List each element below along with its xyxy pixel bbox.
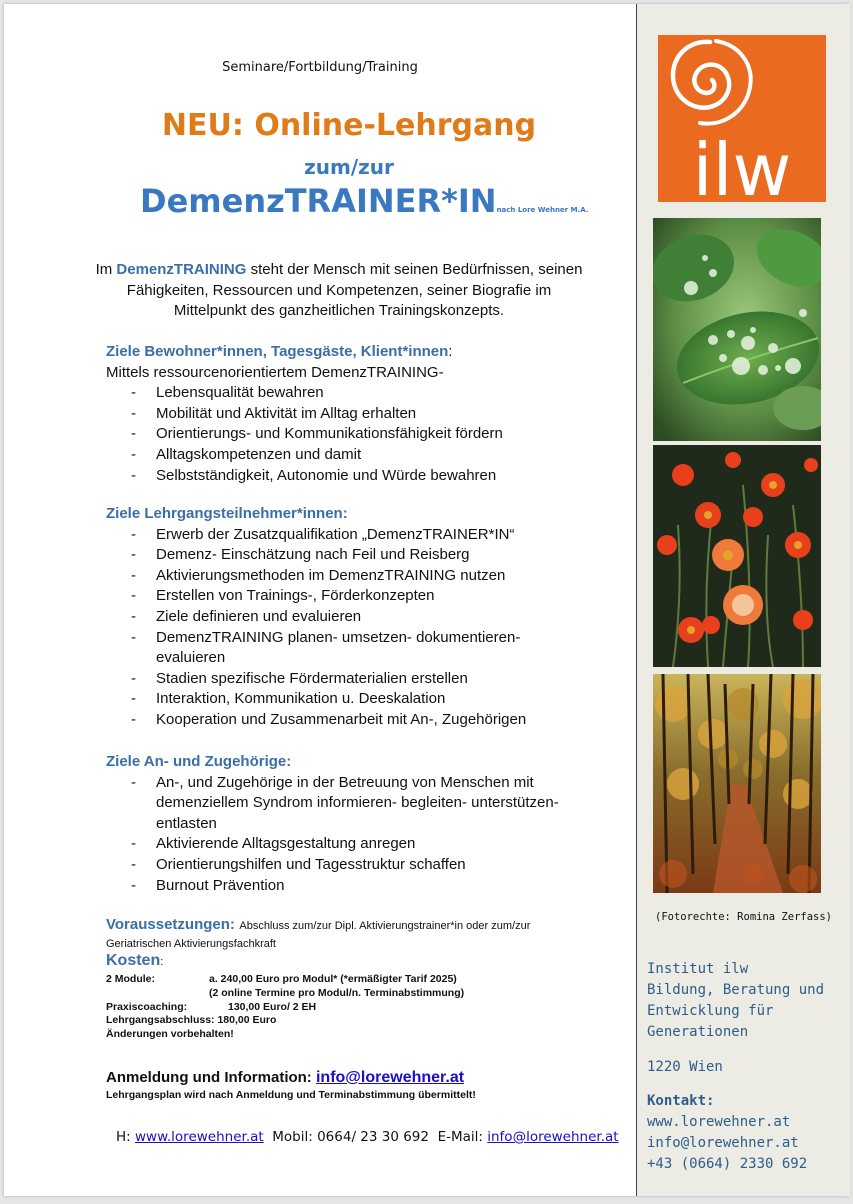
intro-part-1: Im [95,261,117,278]
list-item: - Stadien spezifische Fördermaterialien erstellen [106,669,546,690]
forest-photo [653,674,821,893]
list-item: - Burnout Prävention [106,876,576,897]
contact-heading: Kontakt: [647,1093,715,1109]
cost-row-modules [106,973,626,987]
section-heading: Ziele Bewohner*innen, Tagesgäste, Klient*innen [106,343,449,360]
title-line-2: zum/zur [304,155,394,179]
cost-value: 180,00 Euro [217,1014,277,1027]
relatives-goals-list [106,773,576,897]
institute-line: Bildung, Beratung und [647,982,825,998]
registration-note: Lehrgangsplan wird nach Anmeldung und Terminabstimmung übermittelt! [106,1089,476,1101]
list-item: - Ziele definieren und evaluieren [106,607,546,628]
list-item: - Kooperation und Zusammenarbeit mit An-, Zugehörigen [106,710,546,731]
list-item: - Mobilität und Aktivität im Alltag erhalten [106,404,626,425]
title-line-1: NEU: Online-Lehrgang [161,108,537,143]
list-item: - DemenzTRAINING planen- umsetzen- dokumentieren- evaluieren [106,628,546,669]
requirements [106,914,626,951]
section-relatives [106,752,626,896]
participants-goals-list [106,525,546,731]
institute-line: Institut ilw [647,961,749,977]
cost-value: a. 240,00 Euro pro Modul* (*ermäßigter Tarif 2025) [209,973,457,985]
requirements-text: Abschluss zum/zur Dipl. Aktivierungstrainer*in oder zum/zur [239,920,531,932]
title-main: DemenzTRAINER*IN [140,182,497,220]
registration-label: Anmeldung und Information: [106,1069,316,1086]
costs-colon: : [160,956,164,968]
list-item: - Orientierungs- und Kommunikationsfähigkeit fördern [106,424,626,445]
list-item: - Aktivierende Alltagsgestaltung anregen [106,834,576,855]
costs-heading: Kosten [106,952,161,969]
cost-row-modules-note [106,987,626,1001]
list-item: - Selbstständigkeit, Autonomie und Würde bewahren [106,466,626,487]
category-header: Seminare/Fortbildung/Training [222,60,418,75]
intro-highlight: DemenzTRAINING [116,261,247,278]
institute-line: Entwicklung für [647,1003,774,1019]
cost-label: 2 Module: [106,973,155,985]
list-item: - Erwerb der Zusatzqualifikation „DemenzTRAINER*IN“ [106,525,546,546]
contact-website[interactable]: www.lorewehner.at [647,1114,791,1130]
heading-colon: : [448,343,453,360]
logo-icon [658,35,826,202]
contact-phone: +43 (0664) 2330 692 [647,1156,808,1172]
institute-city: 1220 Wien [647,1059,723,1075]
registration [106,1067,626,1103]
section-participants [106,504,626,731]
cost-row-coaching [106,1001,626,1015]
footer-email-link[interactable]: info@lorewehner.at [487,1129,619,1145]
section-heading: Ziele An- und Zugehörige: [106,753,292,770]
residents-goals-list [106,383,626,486]
institute-line: Generationen [647,1024,749,1040]
registration-email-link[interactable]: info@lorewehner.at [315,1069,465,1086]
footer-label: H: [116,1129,135,1145]
title-line-3 [140,182,588,220]
list-item: - Interaktion, Kommunikation u. Deeskalation [106,689,546,710]
list-item: - Lebensqualität bewahren [106,383,626,404]
ilw-logo [658,35,826,202]
intro-part-2: steht der Mensch mit seinen Bedürfnissen, seinen Fähigkeiten, Ressourcen und Kompetenzen, seiner Biografie im Mittelpunkt des ganzheitlichen Trainingskonzepts. [126,261,583,319]
photo-credit: (Fotorechte: Romina Zerfass) [655,911,833,923]
list-item: - Aktivierungsmethoden im DemenzTRAINING nutzen [106,566,546,587]
cost-disclaimer: Änderungen vorbehalten! [106,1028,234,1041]
cost-value: 130,00 Euro/ 2 EH [228,1000,317,1013]
institute-info [647,959,847,1043]
section-residents [106,342,626,486]
footer-phone: Mobil: 0664/ 23 30 692 E-Mail: [263,1129,488,1145]
costs [106,950,626,1042]
cost-note: (2 online Termine pro Modul/n. Terminabstimmung) [209,986,465,999]
list-item: - Erstellen von Trainings-, Förderkonzepten [106,586,546,607]
footer-contact [116,1129,619,1145]
list-item: - Orientierungshilfen und Tagesstruktur schaffen [106,855,576,876]
leaves-photo [653,218,821,441]
list-item: - Alltagskompetenzen und damit [106,445,626,466]
main-column [4,4,636,1196]
section-lead: Mittels ressourcenorientiertem DemenzTRAINING- [106,363,444,381]
contact-list [647,1112,847,1175]
cost-row-final [106,1014,626,1028]
cost-label: Praxiscoaching: [106,1000,188,1013]
requirements-heading: Voraussetzungen: [106,916,235,933]
svg-text:ilw: ilw [692,128,792,202]
intro-paragraph [94,260,584,322]
contact-email[interactable]: info@lorewehner.at [647,1135,799,1151]
flowers-photo [653,445,821,667]
cost-label: Lehrgangsabschluss: [106,1014,215,1027]
list-item: - An-, und Zugehörige in der Betreuung von Menschen mit demenziellem Syndrom informieren- begleiten- unterstützen- entlasten [106,773,576,835]
title-suffix: nach Lore Wehner M.A. [496,206,589,214]
list-item: - Demenz- Einschätzung nach Feil und Reisberg [106,545,546,566]
section-heading: Ziele Lehrgangsteilnehmer*innen: [106,505,348,522]
requirements-text-2: Geriatrischen Aktivierungsfachkraft [106,938,276,950]
footer-website-link[interactable]: www.lorewehner.at [135,1129,264,1145]
